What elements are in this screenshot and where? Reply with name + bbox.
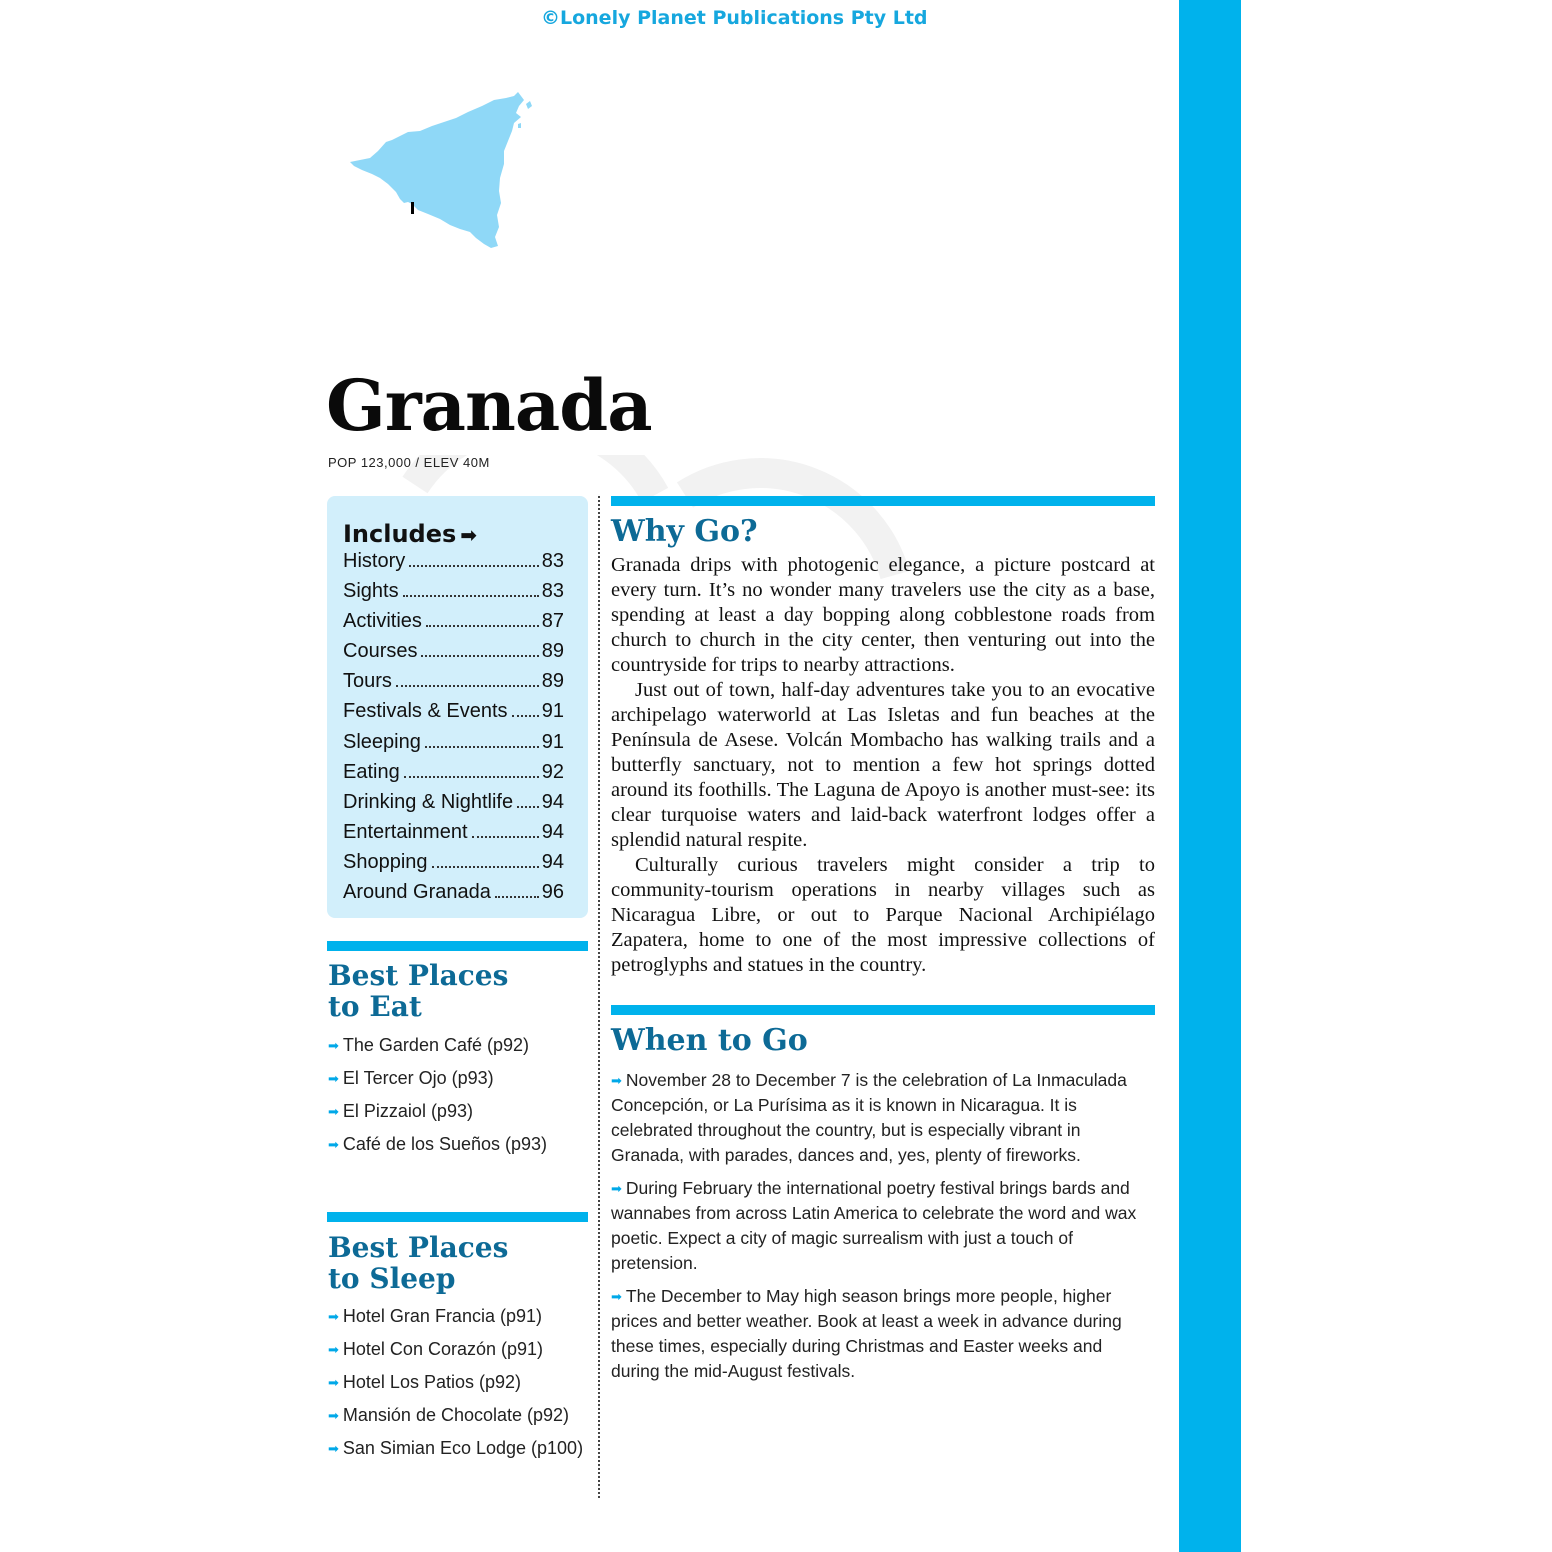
arrow-right-icon: ➡ — [611, 1181, 622, 1196]
includes-item-page: 94 — [541, 790, 564, 813]
includes-item-label: Activities — [343, 610, 422, 633]
section-rule — [327, 941, 588, 951]
dot-leader — [396, 685, 539, 687]
when-to-go-text: The December to May high season brings more people, higher prices and better weather. Book at least a week in advance during these times, especially during Christmas and Easter weeks and during the mid-August festivals. — [611, 1286, 1122, 1381]
chapter-edge-strip — [1179, 0, 1241, 1552]
when-to-go-text: November 28 to December 7 is the celebration of La Inmaculada Concepción, or La Purísima as it is known in Nicaragua. It is celebrated throughout the country, but is especially vibrant in Granada, with parades, dances and, yes, plenty of fireworks. — [611, 1070, 1127, 1165]
arrow-right-icon: ➡ — [328, 1137, 339, 1152]
includes-list — [343, 550, 564, 911]
heading-line: Best Places — [328, 959, 509, 992]
list-item-text: Hotel Los Patios (p92) — [342, 1372, 521, 1392]
includes-item-label: Entertainment — [343, 820, 468, 843]
includes-item-label: Festivals & Events — [343, 700, 508, 723]
includes-item — [343, 821, 564, 851]
includes-item-page: 91 — [541, 730, 564, 753]
why-go-paragraph: Culturally curious travelers might consider a trip to community-tourism operations in nearby villages such as Nicaragua Libre, or out to Parque Nacional Archipiélago Zapatera, home to one of the most impressive collections of petroglyphs and statues in the country. — [611, 854, 1155, 976]
best-places-sleep-list — [328, 1304, 588, 1469]
why-go-body — [611, 553, 1155, 978]
list-item-text: El Tercer Ojo (p93) — [342, 1068, 494, 1088]
copyright-notice: ©Lonely Planet Publications Pty Ltd — [541, 7, 928, 29]
column-divider — [598, 496, 600, 1498]
list-item — [328, 1132, 588, 1157]
includes-item — [343, 700, 564, 730]
arrow-right-icon: ➡ — [328, 1342, 339, 1357]
dot-leader — [425, 746, 539, 748]
includes-item-label: Sights — [343, 580, 399, 603]
includes-item-page: 94 — [541, 820, 564, 843]
includes-box — [327, 496, 588, 918]
list-item — [328, 1066, 588, 1091]
includes-item-page: 91 — [541, 700, 564, 723]
when-to-go-item — [611, 1176, 1155, 1276]
why-go-heading: Why Go? — [611, 514, 758, 549]
when-to-go-item — [611, 1284, 1155, 1384]
includes-item-label: Tours — [343, 670, 392, 693]
dot-leader — [432, 866, 539, 868]
includes-item — [343, 550, 564, 580]
best-places-eat-list — [328, 1033, 588, 1165]
dot-leader — [421, 655, 538, 657]
includes-item-page: 92 — [541, 760, 564, 783]
includes-item-page: 89 — [541, 670, 564, 693]
nicaragua-locator-map-icon — [348, 86, 538, 254]
list-item-text: El Pizzaiol (p93) — [342, 1101, 473, 1121]
includes-item-label: Eating — [343, 760, 400, 783]
arrow-right-icon: ➡ — [611, 1073, 622, 1088]
dot-leader — [403, 595, 539, 597]
includes-item-label: History — [343, 550, 406, 572]
arrow-right-icon: ➡ — [328, 1071, 339, 1086]
includes-item-page: 89 — [541, 640, 564, 663]
includes-item — [343, 851, 564, 881]
when-to-go-body — [611, 1068, 1155, 1392]
dot-leader — [512, 715, 539, 717]
includes-heading — [343, 518, 564, 550]
includes-title: Includes — [343, 520, 457, 548]
list-item — [328, 1099, 588, 1124]
arrow-right-icon: ➡ — [328, 1038, 339, 1053]
list-item-text: Hotel Gran Francia (p91) — [342, 1306, 542, 1326]
coast-islet — [526, 101, 532, 109]
includes-item-page: 94 — [541, 850, 564, 873]
list-item — [328, 1370, 588, 1395]
when-to-go-heading: When to Go — [611, 1023, 808, 1058]
includes-item-page: 87 — [541, 610, 564, 633]
why-go-paragraph: Just out of town, half-day adventures take you to an evocative archipelago waterworld at Las Isletas and fun beaches at the Península de Asese. Volcán Mombacho has walking trails and a butterfly sanctuary, not to mention a few hot springs dotted around its foothills. The Laguna de Apoyo is another must-see: its clear turquoise waters and laid-back waterfront lodges offer a splendid natural respite. — [611, 679, 1155, 851]
arrow-right-icon: ➡ — [328, 1375, 339, 1390]
granada-location-marker — [411, 202, 414, 214]
heading-line: to Eat — [328, 990, 422, 1023]
arrow-right-icon: ➡ — [328, 1408, 339, 1423]
list-item — [328, 1337, 588, 1362]
includes-item-label: Sleeping — [343, 730, 421, 753]
dot-leader — [517, 806, 539, 808]
includes-item — [343, 731, 564, 761]
list-item — [328, 1403, 588, 1428]
includes-item — [343, 610, 564, 640]
includes-item — [343, 881, 564, 911]
dot-leader — [404, 776, 539, 778]
arrow-right-icon: ➡ — [328, 1309, 339, 1324]
arrow-right-icon: ➡ — [460, 523, 478, 547]
dot-leader — [426, 625, 539, 627]
list-item-text: Mansión de Chocolate (p92) — [342, 1405, 570, 1425]
includes-item — [343, 640, 564, 670]
country-shape — [350, 92, 524, 248]
arrow-right-icon: ➡ — [328, 1104, 339, 1119]
list-item-text: Hotel Con Corazón (p91) — [342, 1339, 544, 1359]
includes-item — [343, 761, 564, 791]
best-places-eat-heading — [328, 960, 508, 1022]
section-rule — [611, 1005, 1155, 1015]
best-places-sleep-heading — [328, 1232, 508, 1294]
arrow-right-icon: ➡ — [328, 1441, 339, 1456]
includes-item-page: 83 — [541, 550, 564, 572]
list-item-text: San Simian Eco Lodge (p100) — [342, 1438, 584, 1458]
heading-line: to Sleep — [328, 1262, 456, 1295]
section-rule — [611, 496, 1155, 506]
list-item-text: The Garden Café (p92) — [342, 1035, 530, 1055]
when-to-go-item — [611, 1068, 1155, 1168]
section-rule — [327, 1212, 588, 1222]
list-item — [328, 1436, 588, 1461]
includes-item — [343, 791, 564, 821]
list-item-text: Café de los Sueños (p93) — [342, 1134, 548, 1154]
includes-item-label: Shopping — [343, 850, 428, 873]
page-title: Granada — [326, 364, 652, 447]
includes-item-label: Courses — [343, 640, 418, 663]
list-item — [328, 1033, 588, 1058]
why-go-paragraph: Granada drips with photogenic elegance, a picture postcard at every turn. It’s no wonder many travelers use the city as a base, spending at least a day bopping along cobblestone roads from church to church in the city center, then venturing out into the countryside for trips to nearby attractions. — [611, 554, 1155, 676]
dot-leader — [409, 565, 539, 567]
population-elevation-stats: POP 123,000 / ELEV 40M — [328, 455, 490, 470]
includes-item-page: 83 — [541, 580, 564, 603]
dot-leader — [472, 836, 539, 838]
when-to-go-text: During February the international poetry festival brings bards and wannabes from across Latin America to celebrate the word and wax poetic. Expect a city of magic surrealism with just a touch of pretension. — [611, 1178, 1137, 1273]
includes-item-label: Around Granada — [343, 881, 491, 904]
includes-item — [343, 670, 564, 700]
coast-islet — [518, 123, 521, 128]
heading-line: Best Places — [328, 1231, 509, 1264]
dot-leader — [495, 896, 539, 898]
includes-item — [343, 580, 564, 610]
arrow-right-icon: ➡ — [611, 1289, 622, 1304]
list-item — [328, 1304, 588, 1329]
includes-item-label: Drinking & Nightlife — [343, 790, 514, 813]
includes-item-page: 96 — [541, 881, 564, 904]
